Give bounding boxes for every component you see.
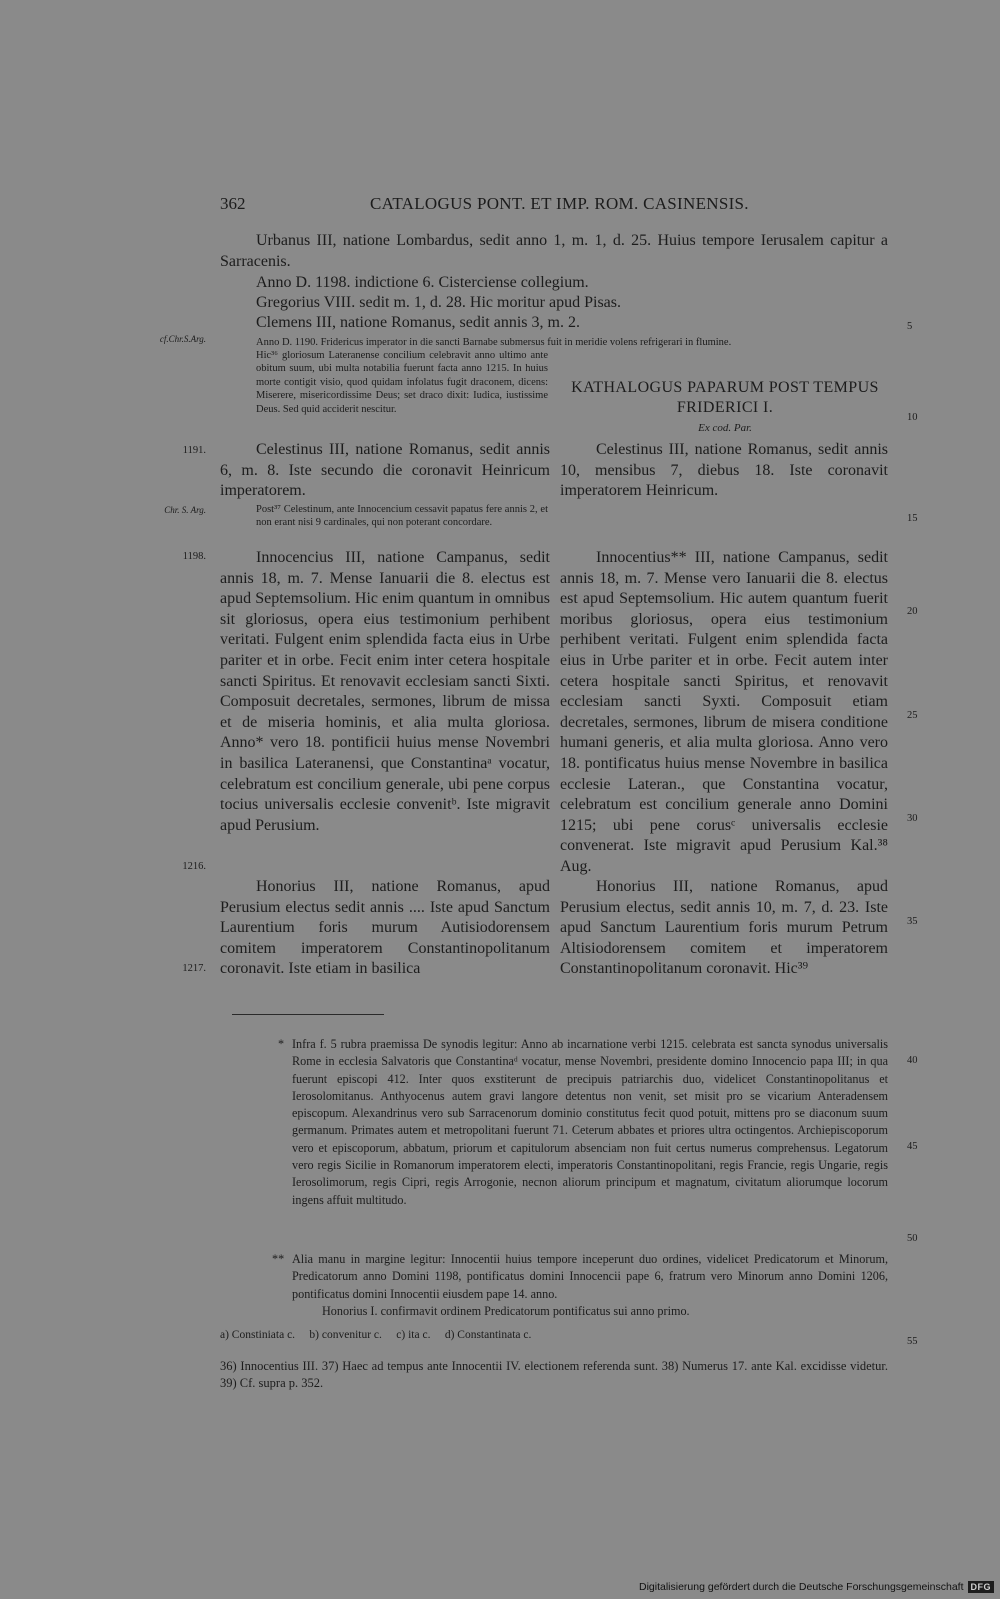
- right-entry-celestinus: [560, 440, 888, 502]
- entry-gregorius: Gregorius VIII. sedit m. 1, d. 28. Hic moritur apud Pisas.: [256, 294, 621, 311]
- footnote-double-star-text: Alia manu in margine legitur: Innocentii huius tempore inceperunt duo ordines, videlicet Predicatorum et Minorum, Predicatorum anno Domini 1198, pontificatus domini Innocencii pape 6, fratrum vero Minorum anno Domini 1206, pontificatus domini Innocentii eiusdem pape 14. anno.: [292, 1252, 888, 1301]
- page-number: 362: [220, 194, 246, 213]
- footnote-double-star-mark: **: [272, 1252, 285, 1266]
- margin-year-1217: 1217.: [182, 963, 206, 974]
- left-entry-honorius: [220, 877, 550, 980]
- footnote-rule: [232, 1014, 384, 1015]
- line-number: 5: [907, 321, 913, 332]
- entry-urbanus: [220, 231, 888, 272]
- line-number: 25: [907, 710, 918, 721]
- note-lateranense: Hic³⁶ gloriosum Lateranense concilium celebravit anno ultimo ante obitum suum, ubi multa notabilia fuerunt facta anno 1215. In huius morte contigit visio, quod quidam infolatus fugit draconem, dicens: Miserere, misericordissime Deus; set draco dixit: Iudica, iustissime Deus. Sed quid acciderit nescitur.: [256, 350, 548, 415]
- footnote-star: [278, 1036, 888, 1209]
- line-number: 30: [907, 813, 918, 824]
- left-entry-celestinus: [220, 440, 550, 502]
- footnote-double-star-last: Honorius I. confirmavit ordinem Predicatorum pontificatus sui anno primo.: [322, 1303, 690, 1318]
- left-entry-innocencius: [220, 548, 550, 836]
- line-number: 20: [907, 606, 918, 617]
- editor-notes: 36) Innocentius III. 37) Haec ad tempus ante Innocentii IV. electionem referenda sunt. 38) Numerus 17. ante Kal. excidisse videtur. 39) Cf. supra p. 352.: [220, 1359, 888, 1391]
- running-title: CATALOGUS PONT. ET IMP. ROM. CASINENSIS.: [370, 194, 749, 213]
- footnote-star-mark: *: [278, 1037, 285, 1051]
- entry-urbanus-text: Urbanus III, natione Lombardus, sedit anno 1, m. 1, d. 25. Huius tempore Ierusalem capitur a Sarracenis.: [220, 232, 888, 270]
- entry-anno-1198: Anno D. 1198. indictione 6. Cisterciense collegium.: [256, 274, 589, 291]
- right-entry-honorius: [560, 877, 888, 980]
- line-number: 40: [907, 1055, 918, 1066]
- footnote-double-star: [272, 1251, 888, 1320]
- line-number: 55: [907, 1336, 918, 1347]
- line-number: 10: [907, 412, 918, 423]
- margin-note-chr-s-arg: Chr. S. Arg.: [164, 505, 206, 515]
- dfg-logo: DFG: [968, 1581, 995, 1593]
- left-entry-celestinus-text: Celestinus III, natione Romanus, sedit annis 6, m. 8. Iste secundo die coronavit Heinricum imperatorem.: [220, 441, 550, 500]
- running-header: [220, 194, 920, 218]
- catalogue-heading: [560, 378, 890, 418]
- margin-year-1198: 1198.: [182, 551, 206, 562]
- variant-readings: a) Constiniata c. b) convenitur c. c) ita c. d) Constantinata c.: [220, 1329, 532, 1341]
- line-number: 50: [907, 1233, 918, 1244]
- right-entry-innocentius: [560, 548, 888, 878]
- note-post-celestinum: Post³⁷ Celestinum, ante Innocencium cessavit papatus fere annis 2, et non erant nisi 9 cardinales, qui non poterant concordare.: [256, 504, 548, 529]
- right-entry-honorius-text: Honorius III, natione Romanus, apud Perusium electus, sedit annis 10, m. 7, d. 23. Iste apud Sanctum Laurentium foris murum Petrum Altisiodorensem comitem et imperatorem Constantinopolitanum coronavit. Hic³⁹: [560, 878, 888, 978]
- left-entry-honorius-text: Honorius III, natione Romanus, apud Perusium electus sedit annis .... Iste apud Sanctum Laurentium foris murum Autisiodorensem comitem imperatorem Constantinopolitanum coronavit. Iste etiam in basilica: [220, 878, 550, 978]
- right-entry-innocentius-text: Innocentius** III, natione Campanus, sedit annis 18, m. 7. Mense vero Ianuarii die 8. electus est apud Septemsolium. Hic autem quantum fuerit moribus gloriosus, opera eius testimonium perhibent veritati. Fulgent enim splendida facta eius in Urbe pariter et in orbe. Fecit autem inter cetera hospitale sancti Spiritus, et renovavit ecclesiam sancti Syxti. Composuit etiam decretales, sermones, librum de misera conditione humani generis, et alia multa gloriosa. Anno vero 18. pontificatus huius mense Novembre in basilica ecclesie Lateran., que Constantina vocatur, celebratum est concilium generale anno Domini 1215; ubi pene corusᶜ universalis ecclesie convenerat. Iste migravit apud Perusium Kal.³⁸ Aug.: [560, 549, 888, 875]
- margin-note-cf-chr: cf.Chr.S.Arg.: [159, 334, 206, 344]
- line-number: 15: [907, 513, 918, 524]
- digitization-credit: [639, 1579, 994, 1595]
- catalogue-source: Ex cod. Par.: [698, 422, 752, 434]
- entry-anno-1190: Anno D. 1190. Fridericus imperator in die sancti Barnabe submersus fuit in meridie volens refrigerari in flumine.: [256, 337, 732, 348]
- left-entry-innocencius-text: Innocencius III, natione Campanus, sedit annis 18, m. 7. Mense Ianuarii die 8. electus est apud Septemsolium. Hic enim quantum in omnibus sit gloriosus, opera eius testimonium perhibent veritati. Fulgent enim splendida facta eius in Urbe pariter et in orbe. Fecit enim inter cetera hospitale sancti Spiritus. Et renovavit ecclesiam sancti Sixti. Composuit decretales, sermones, librum de missa et de miseria hominis, et alia multa gloriosa. Anno* vero 18. pontificii huius mense Novembri in basilica Lateranensi, que Constantinaᵃ vocatur, celebratum est concilium generale, ubi pene corpus tocius universalis ecclesie convenitᵇ. Iste migravit apud Perusium.: [220, 549, 550, 834]
- line-number: 35: [907, 916, 918, 927]
- footnote-star-text: Infra f. 5 rubra praemissa De synodis legitur: Anno ab incarnatione verbi 1215. celebrata est sancta synodus universalis Rome in ecclesia Salvatoris que Constantinaᵈ vocatur, mense Novembri, presidente domino Innocencio papa III; in qua fuerunt episcopi 412. Inter quos exstiterunt de precipuis patriarchis duo, videlicet Constantinopolitanus et Ierosolomitanus. Anthyocenus autem gravi langore detentus non venit, set misit pro se vicarium Anteradensem episcopum. Alexandrinus vero sub Sarracenorum dominio constitutus fecit quod potuit, mittens pro se diaconum suum germanum. Primates autem et metropolitani fuerunt 71. Ceterum abbates et priores ultra octingentos. Archiepiscoporum vero et episcoporum, abbatum, priorum et capitulorum absenciam non fuit certus numerus comprehensus. Legatorum vero regis Sicilie in Romanorum imperatorem electi, imperatoris Constantinopolitani, regis Francie, regis Ungarie, regis Ierosolimorum, regis Cipri, regis Arrogonie, necnon aliorum principum et magnatum, civitatum aliorumque locorum ingens affuit multitudo.: [292, 1037, 888, 1207]
- right-entry-celestinus-text: Celestinus III, natione Romanus, sedit annis 10, mensibus 7, diebus 18. Iste coronavit imperatorem Heinricum.: [560, 441, 888, 500]
- margin-year-1216: 1216.: [182, 861, 206, 872]
- margin-year-1191: 1191.: [182, 445, 206, 456]
- catalogue-heading-line1: KATHALOGUS PAPARUM POST TEMPUS: [571, 379, 879, 396]
- line-number: 45: [907, 1141, 918, 1152]
- digitization-credit-text: Digitalisierung gefördert durch die Deutsche Forschungsgemeinschaft: [638, 1581, 964, 1593]
- catalogue-heading-line2: FRIDERICI I.: [676, 399, 774, 416]
- entry-clemens: Clemens III, natione Romanus, sedit annis 3, m. 2.: [256, 314, 580, 331]
